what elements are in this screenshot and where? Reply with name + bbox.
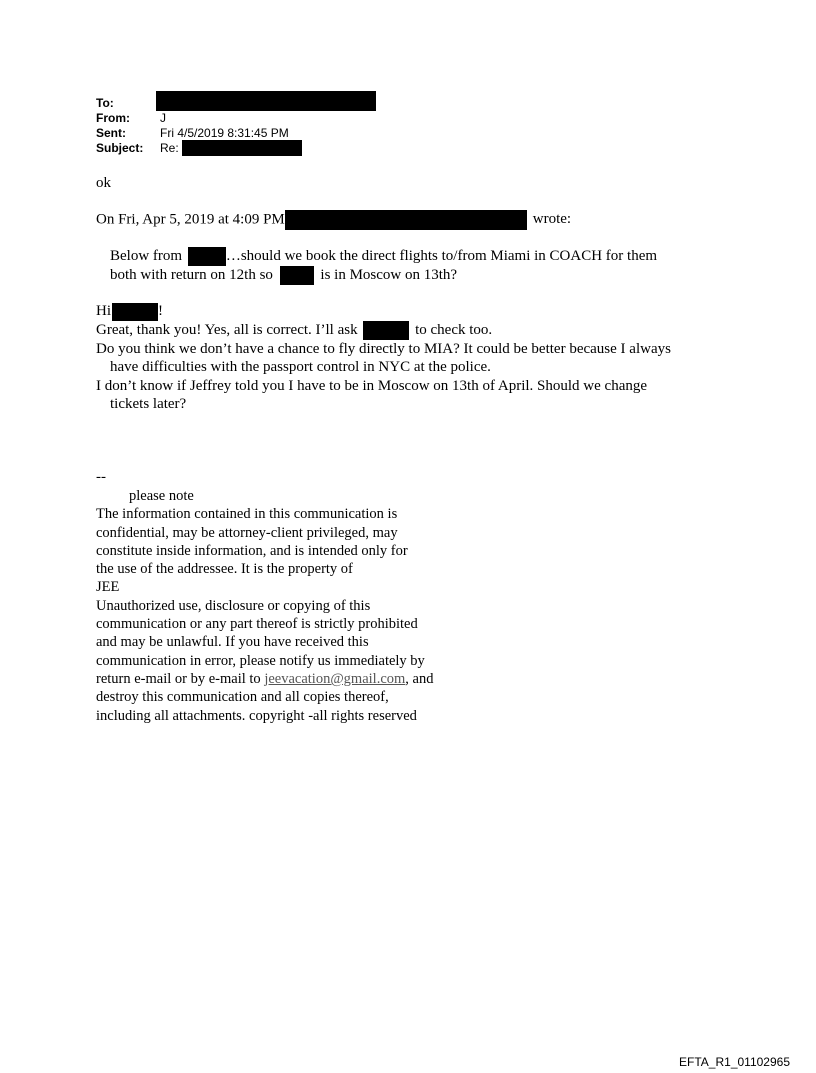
quoted-line-2 <box>110 266 457 285</box>
redaction-box <box>280 266 314 285</box>
quote-intro-text: On Fri, Apr 5, 2019 at 4:09 PM <box>96 211 285 228</box>
from-label: From: <box>96 111 130 125</box>
message-line: I don’t know if Jeffrey told you I have to be in Moscow on 13th of April. Should we change <box>96 378 648 394</box>
to-label: To: <box>96 96 114 110</box>
redaction-box <box>182 140 302 156</box>
quote-intro <box>96 210 571 230</box>
quoted-text: Below from <box>110 248 183 264</box>
from-value: J <box>160 111 166 125</box>
greeting-text: Hi <box>96 303 111 319</box>
greeting-bang: ! <box>158 303 163 319</box>
message-line: tickets later? <box>110 396 187 412</box>
disclaimer-line <box>96 670 433 688</box>
disclaimer-line: and may be unlawful. If you have received this <box>96 634 369 651</box>
disclaimer <box>96 487 433 725</box>
message-line: Do you think we don’t have a chance to fly directly to MIA? It could be better because I always <box>96 341 671 357</box>
subject-prefix: Re: <box>160 141 179 155</box>
quoted-text: is in Moscow on 13th? <box>320 267 458 283</box>
quoted-line-1 <box>110 247 657 266</box>
disclaimer-line: communication or any part thereof is strictly prohibited <box>96 616 418 633</box>
reply-text: ok <box>96 175 111 191</box>
sent-value: Fri 4/5/2019 8:31:45 PM <box>160 126 289 140</box>
disclaimer-line: Unauthorized use, disclosure or copying of this <box>96 597 371 614</box>
subject-label: Subject: <box>96 141 144 155</box>
redaction-box <box>188 247 226 266</box>
message-line <box>96 321 492 340</box>
redaction-box <box>363 321 409 340</box>
redaction-box <box>156 91 376 111</box>
message-text: to check too. <box>415 322 493 338</box>
disclaimer-line: the use of the addressee. It is the property of <box>96 561 353 578</box>
message-text: Great, thank you! Yes, all is correct. I’ll ask <box>96 322 358 338</box>
quoted-text: …should we book the direct flights to/from Miami in COACH for them <box>225 248 658 264</box>
disclaimer-line: communication in error, please notify us immediately by <box>96 652 425 669</box>
signature-dashes: -- <box>96 469 106 485</box>
email-link[interactable]: jeevacation@gmail.com <box>264 670 406 687</box>
redaction-box <box>285 210 527 230</box>
quote-intro-wrote: wrote: <box>532 211 572 228</box>
disclaimer-line: destroy this communication and all copies thereof, <box>96 689 389 706</box>
disclaimer-line: confidential, may be attorney-client privileged, may <box>96 524 398 541</box>
disclaimer-line: The information contained in this communication is <box>96 506 398 523</box>
document-id: EFTA_R1_01102965 <box>679 1055 790 1069</box>
message-line: have difficulties with the passport control in NYC at the police. <box>110 359 491 375</box>
email-header <box>96 96 416 160</box>
quoted-text: both with return on 12th so <box>110 267 273 283</box>
redaction-box <box>112 303 158 321</box>
greeting <box>96 302 163 321</box>
sent-label: Sent: <box>96 126 126 140</box>
disclaimer-note: please note <box>129 488 194 504</box>
disclaimer-text: , and <box>405 670 434 687</box>
disclaimer-text: return e-mail or by e-mail to <box>96 670 261 687</box>
disclaimer-line: including all attachments. copyright -all rights reserved <box>96 707 417 724</box>
disclaimer-line: constitute inside information, and is intended only for <box>96 542 408 559</box>
disclaimer-line: JEE <box>96 579 120 596</box>
